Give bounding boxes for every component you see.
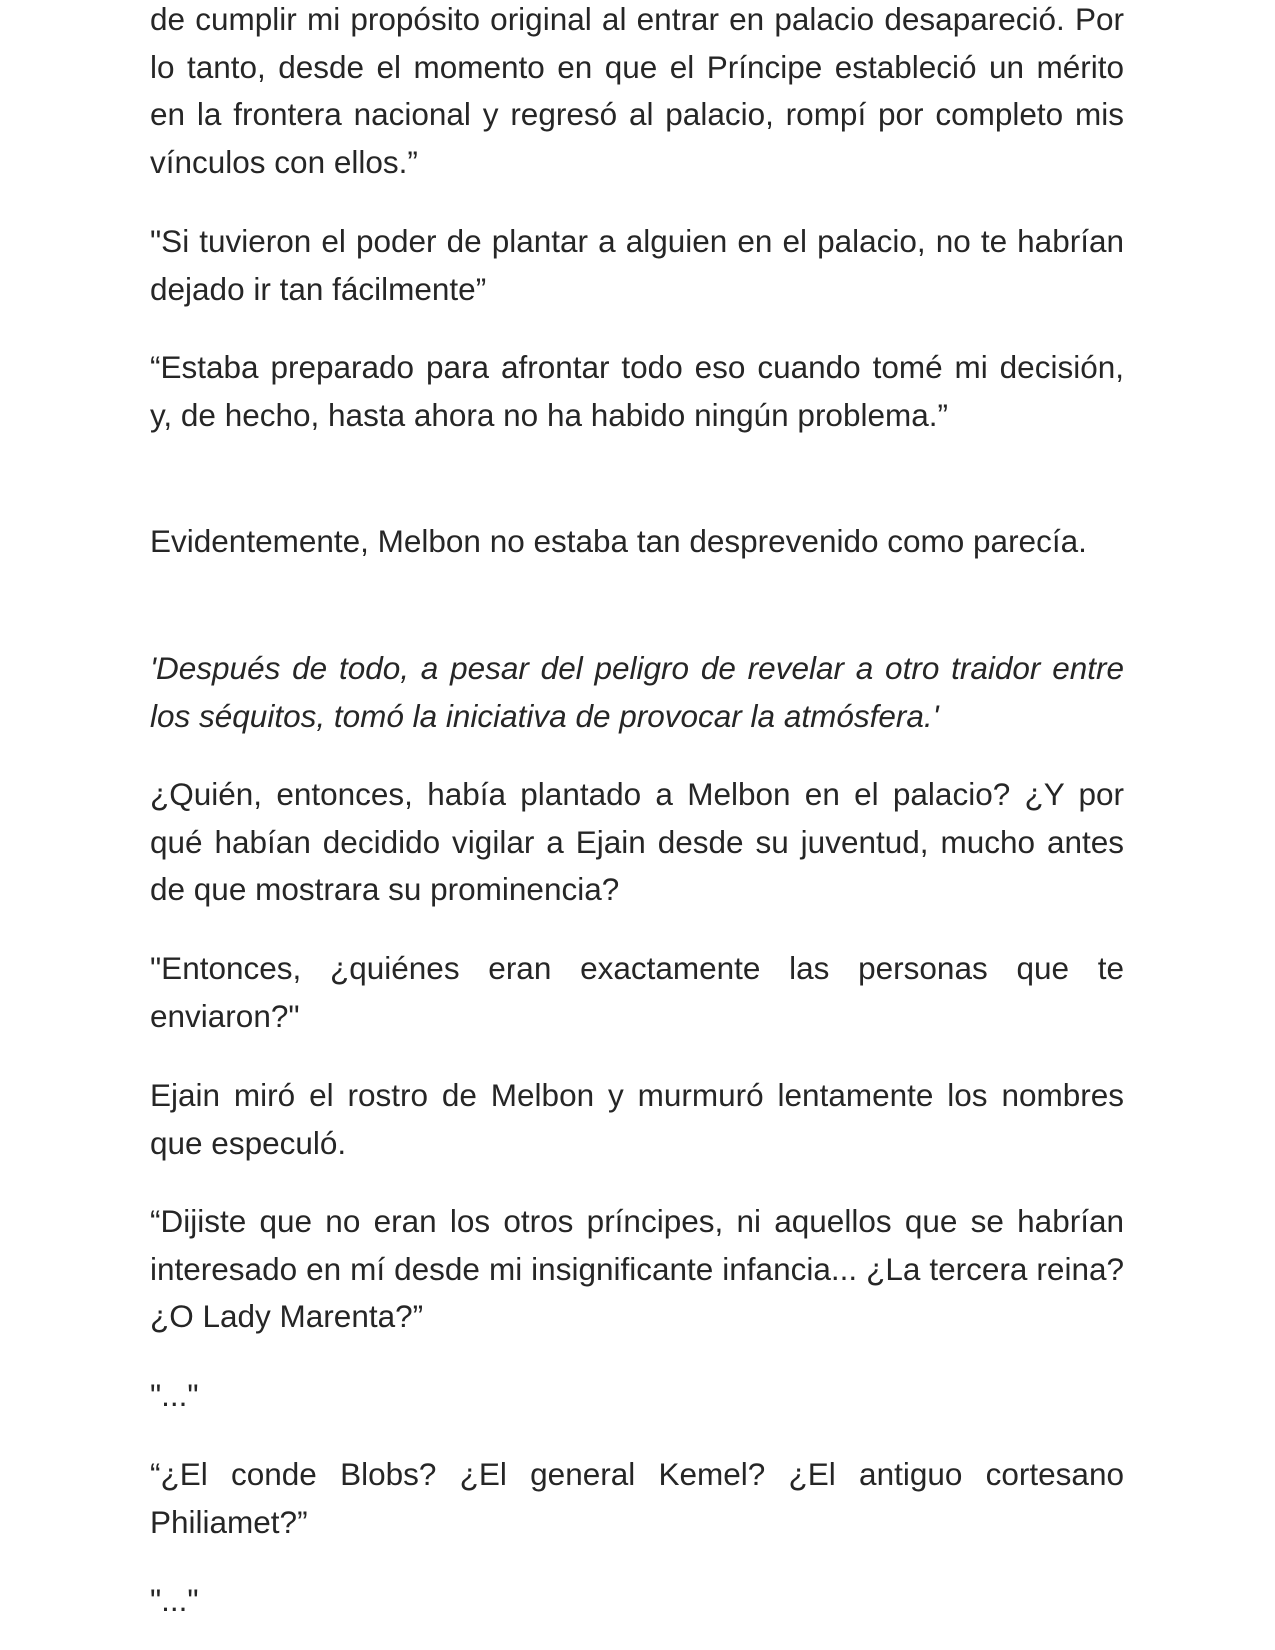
paragraph-1: de cumplir mi propósito original al entrar en palacio desapareció. Por lo tanto, desde el momento en que el Príncipe estableció un mérito en la frontera nacional y regresó al palacio, rompí por completo mis vínculos con ellos.” bbox=[150, 1, 1124, 180]
paragraph-6: ¿Quién, entonces, había plantado a Melbon en el palacio? ¿Y por qué habían decidido vigilar a Ejain desde su juventud, mucho antes de que mostrara su prominencia? bbox=[150, 776, 1124, 907]
paragraph-7: "Entonces, ¿quiénes eran exactamente las personas que te enviaron?" bbox=[150, 950, 1124, 1034]
paragraph-3: “Estaba preparado para afrontar todo eso cuando tomé mi decisión, y, de hecho, hasta ahora no ha habido ningún problema.” bbox=[150, 349, 1124, 433]
paragraph-9: “Dijiste que no eran los otros príncipes, ni aquellos que se habrían interesado en mí desde mi insignificante infancia... ¿La tercera reina? ¿O Lady Marenta?” bbox=[150, 1203, 1124, 1334]
paragraph-5-italic: 'Después de todo, a pesar del peligro de revelar a otro traidor entre los séquitos, tomó la iniciativa de provocar la atmósfera.' bbox=[150, 650, 1124, 734]
paragraph-4: Evidentemente, Melbon no estaba tan desprevenido como parecía. bbox=[150, 523, 1087, 559]
paragraph-10: "..." bbox=[150, 1377, 199, 1413]
paragraph-11: “¿El conde Blobs? ¿El general Kemel? ¿El antiguo cortesano Philiamet?” bbox=[150, 1456, 1124, 1540]
paragraph-8: Ejain miró el rostro de Melbon y murmuró lentamente los nombres que especuló. bbox=[150, 1077, 1124, 1161]
paragraph-12: "..." bbox=[150, 1582, 199, 1618]
paragraph-2: "Si tuvieron el poder de plantar a alguien en el palacio, no te habrían dejado ir tan fácilmente” bbox=[150, 223, 1124, 307]
